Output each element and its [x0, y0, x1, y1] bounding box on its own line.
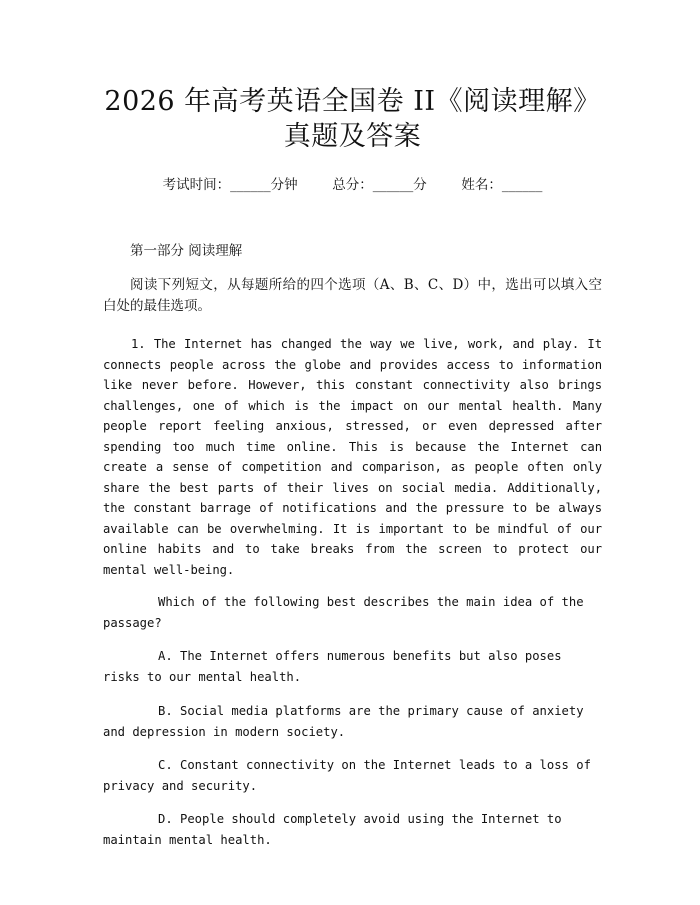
total-score-field: 总分：______分 — [332, 177, 427, 193]
section-title: 第一部分 阅读理解 — [130, 243, 243, 259]
answer-option-b: B. Social media platforms are the primary cause of anxiety and depression in modern society. — [103, 703, 584, 739]
answer-option-a: A. The Internet offers numerous benefits but also poses risks to our mental health. — [103, 649, 562, 685]
name-field: 姓名：______ — [461, 177, 543, 193]
answer-option-d: D. People should completely avoid using the Internet to maintain mental health. — [103, 811, 562, 847]
answer-option-c: C. Constant connectivity on the Internet leads to a loss of privacy and security. — [103, 757, 591, 793]
exam-time-field: 考试时间：______分钟 — [162, 177, 298, 193]
question-prompt: Which of the following best describes the main idea of the passage? — [103, 595, 584, 631]
document-title: 2026 年高考英语全国卷 II《阅读理解》真题及答案 — [104, 86, 601, 152]
reading-passage: 1. The Internet has changed the way we live, work, and play. It connects people across the globe and provides access to information like never before. However, this constant connectivity also brings challenges, one of which is the impact on our mental health. Many people report feeling anxious, stressed, or even depressed after spending too much time online. This is because the Internet can create a sense of competition and comparison, as people often only share the best parts of their lives on social media. Additionally, the constant barrage of notifications and the pressure to be always available can be overwhelming. It is important to be mindful of our online habits and to take breaks from the screen to protect our mental well-being. — [103, 337, 602, 577]
instruction-text: 阅读下列短文，从每题所给的四个选项（A、B、C、D）中，选出可以填入空白处的最佳选项。 — [103, 277, 602, 314]
exam-meta-line — [103, 176, 602, 194]
